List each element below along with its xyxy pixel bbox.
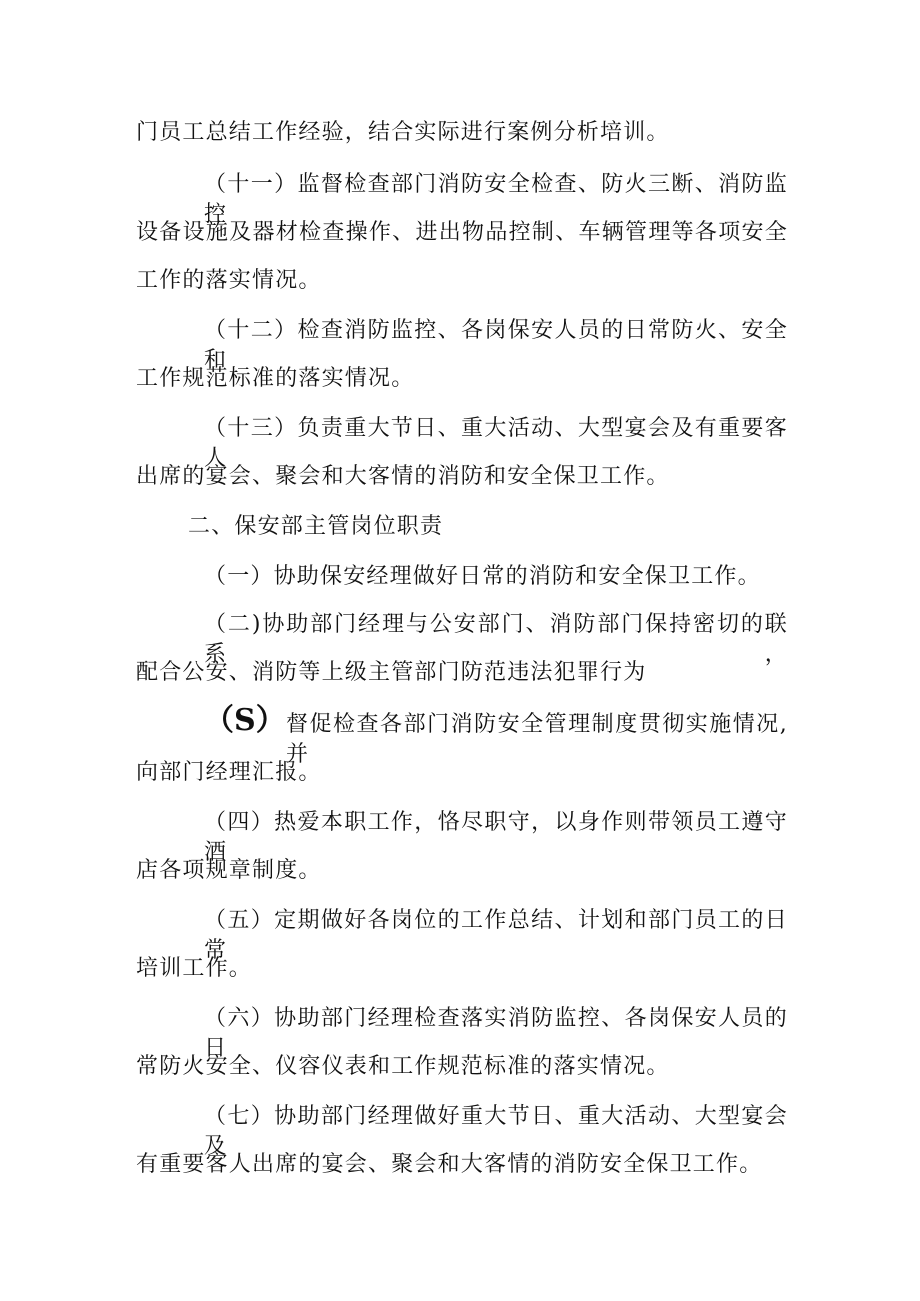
paragraph-line: （一）协助保安经理做好日常的消防和安全保卫工作。 (204, 564, 761, 589)
paragraph-line: 督促检查各部门消防安全管理制度贯彻实施情况,并 (286, 712, 788, 767)
paragraph-line: 配合公安、消防等上级主管部门防范违法犯罪行为 (136, 660, 647, 685)
paragraph-line: （四）热爱本职工作，恪尽职守，以身作则带领员工遵守酒 (204, 810, 788, 865)
paragraph-line: 出席的宴会、聚会和大客情的消防和安全保卫工作。 (136, 464, 670, 489)
paragraph-line: 工作的落实情况。 (136, 268, 322, 293)
paragraph-line: （五）定期做好各岗位的工作总结、计划和部门员工的日常 (204, 908, 788, 963)
paragraph-line: 培训工作。 (136, 956, 253, 981)
paragraph-line: （二)协助部门经理与公安部门、消防部门保持密切的联系， (204, 612, 788, 667)
item-marker (204, 703, 286, 739)
paragraph-line: （六）协助部门经理检查落实消防监控、各岗保安人员的日 (204, 1006, 788, 1061)
paragraph-line: 工作规范标准的落实情况。 (136, 366, 415, 391)
paragraph-line: 店各项规章制度。 (136, 858, 322, 883)
item-marker-text: （S） (204, 703, 286, 738)
paragraph-line: 有重要客人出席的宴会、聚会和大客情的消防安全保卫工作。 (136, 1152, 763, 1177)
paragraph-line: 常防火安全、仪容仪表和工作规范标准的落实情况。 (136, 1054, 670, 1079)
paragraph-line: （十一）监督检查部门消防安全检查、防火三断、消防监控 (204, 172, 788, 227)
paragraph-line: 设备设施及器材检查操作、进出物品控制、车辆管理等各项安全 (136, 220, 788, 245)
paragraph-line: 门员工总结工作经验，结合实际进行案例分析培训。 (136, 120, 670, 145)
paragraph-line: （七）协助部门经理做好重大节日、重大活动、大型宴会及 (204, 1104, 788, 1159)
section-heading: 二、保安部主管岗位职责 (188, 514, 444, 539)
paragraph-line: （十三）负责重大节日、重大活动、大型宴会及有重要客人 (204, 416, 788, 471)
paragraph-line: （十二）检查消防监控、各岗保安人员的日常防火、安全和 (204, 318, 788, 373)
paragraph-line: 向部门经理汇报。 (136, 760, 322, 785)
